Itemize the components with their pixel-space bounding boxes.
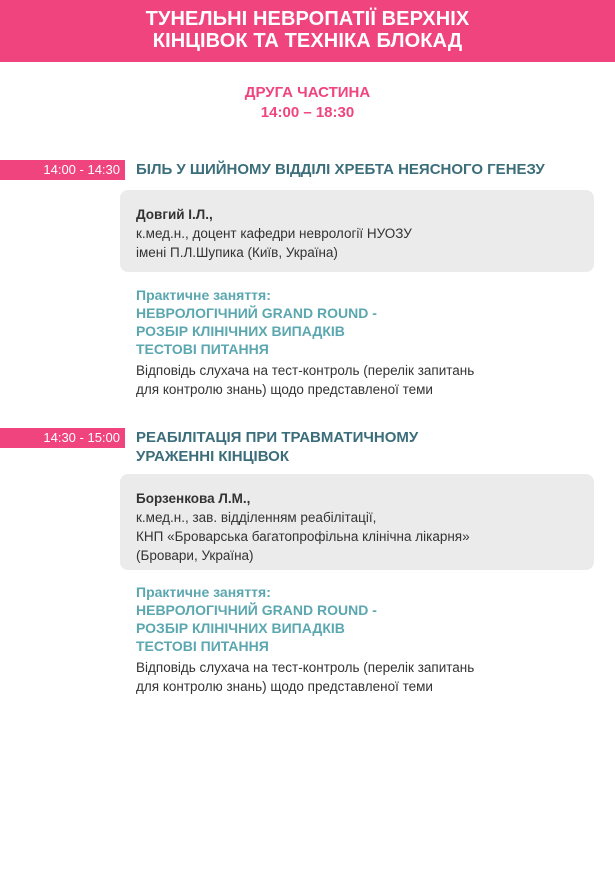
speaker-name: Борзенкова Л.М., <box>136 491 251 506</box>
speaker-card <box>120 190 594 272</box>
practice-heading-line: РОЗБІР КЛІНІЧНИХ ВИПАДКІВ <box>136 323 345 339</box>
speaker-affiliation-line: (Бровари, Україна) <box>136 548 254 563</box>
practice-heading-line: НЕВРОЛОГІЧНИЙ GRAND ROUND - <box>136 305 377 321</box>
speaker-affiliation-line: к.мед.н., зав. відділенням реабілітації, <box>136 510 377 525</box>
session-title-line: РЕАБІЛІТАЦІЯ ПРИ ТРАВМАТИЧНОМУ <box>136 429 419 446</box>
speaker-name: Довгий І.Л., <box>136 207 213 222</box>
header-title-line-1: ТУНЕЛЬНІ НЕВРОПАТІЇ ВЕРХНІХ <box>145 8 470 30</box>
session-title <box>136 160 606 179</box>
speaker-affiliation-line: імені П.Л.Шупика (Київ, Україна) <box>136 245 338 260</box>
practice-heading-line: НЕВРОЛОГІЧНИЙ GRAND ROUND - <box>136 602 377 618</box>
practice-heading-line: ТЕСТОВІ ПИТАННЯ <box>136 341 269 357</box>
practice-description-line: Відповідь слухача на тест-контроль (перелік запитань <box>136 660 475 675</box>
header-title-line-2: КІНЦІВОК ТА ТЕХНІКА БЛОКАД <box>152 30 463 52</box>
practice-label: Практичне заняття: <box>136 287 271 303</box>
practice-block <box>136 286 596 399</box>
session-title-line: БІЛЬ У ШИЙНОМУ ВІДДІЛІ ХРЕБТА НЕЯСНОГО ГЕНЕЗУ <box>136 161 545 178</box>
practice-block <box>136 583 596 696</box>
session-time-badge: 14:30 - 15:00 <box>0 428 125 448</box>
practice-heading-line: ТЕСТОВІ ПИТАННЯ <box>136 638 269 654</box>
part-title: ДРУГА ЧАСТИНА <box>244 84 371 101</box>
part-time: 14:00 – 18:30 <box>260 104 355 121</box>
page-header <box>0 0 615 62</box>
session-time-badge: 14:00 - 14:30 <box>0 160 125 180</box>
session-title <box>136 428 606 466</box>
practice-description <box>136 658 596 696</box>
speaker-affiliation-line: КНП «Броварська багатопрофільна клінічна лікарня» <box>136 529 470 544</box>
speaker-card <box>120 474 594 570</box>
practice-description-line: для контролю знань) щодо представленої теми <box>136 679 433 694</box>
practice-description-line: для контролю знань) щодо представленої теми <box>136 382 433 397</box>
practice-heading-line: РОЗБІР КЛІНІЧНИХ ВИПАДКІВ <box>136 620 345 636</box>
session-title-line: УРАЖЕННІ КІНЦІВОК <box>136 448 289 465</box>
speaker-affiliation-line: к.мед.н., доцент кафедри неврології НУОЗУ <box>136 226 412 241</box>
practice-description-line: Відповідь слухача на тест-контроль (перелік запитань <box>136 363 475 378</box>
practice-label: Практичне заняття: <box>136 584 271 600</box>
practice-description <box>136 361 596 399</box>
